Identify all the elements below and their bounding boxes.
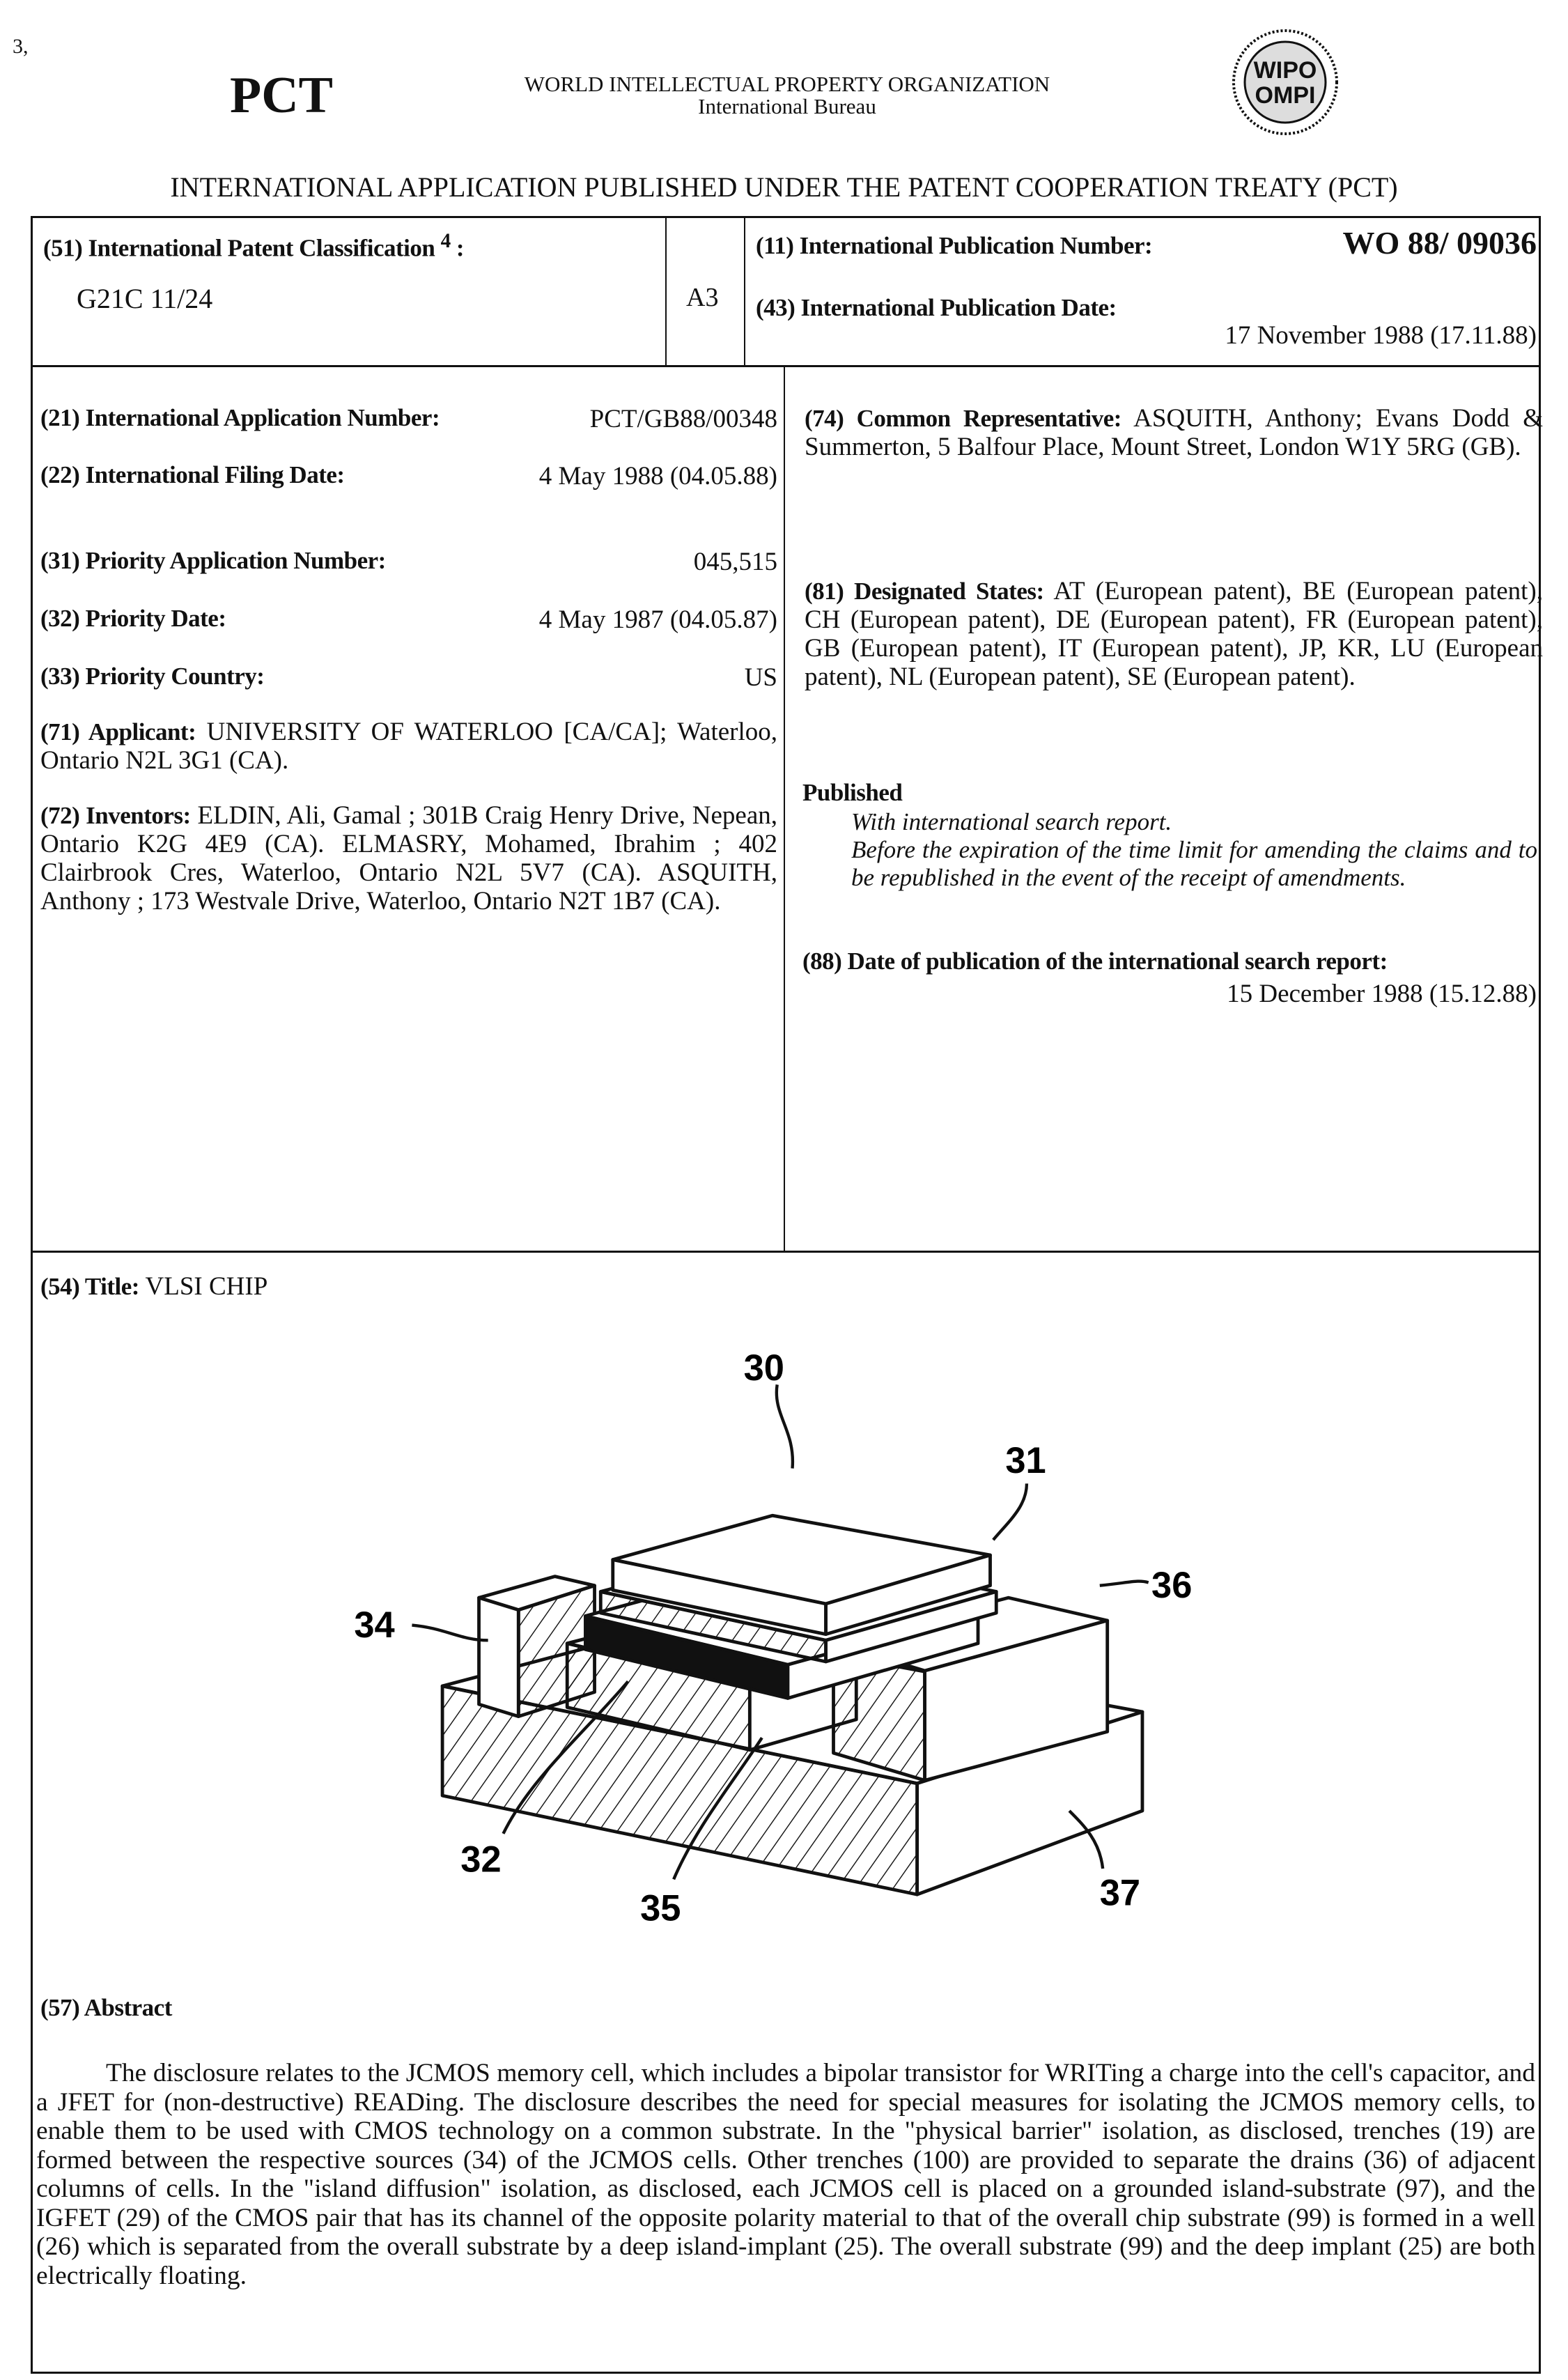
priority-country-row xyxy=(40,663,777,693)
label-32: 32 xyxy=(460,1839,501,1880)
label-34: 34 xyxy=(354,1605,394,1646)
title-row xyxy=(40,1272,267,1301)
filing-date-row xyxy=(40,461,777,491)
label: (72) Inventors: xyxy=(40,802,191,829)
bureau-name: International Bureau xyxy=(474,95,1101,118)
value: 045,515 xyxy=(694,547,777,577)
value: ASQUITH, Anthony; Evans Dodd & Summerton, 5 Balfour Place, Mount Street, London W1Y 5RG (GB). xyxy=(805,404,1543,461)
abstract-text: The disclosure relates to the JCMOS memory cell, which includes a bipolar transistor for WRITing a charge into the cell's capacitor, and a JFET for (non-destructive) READing. The disclosure describes the need for special measures for isolating the JCMOS memory cells, to enable them to be used with CMOS technology on a common substrate. In the "physical barrier" isolation, as disclosed, trenches (19) are formed between the respective sources (34) of the JCMOS cells. Other trenches (100) are provided to separate the drains (36) of adjacent columns of cells. In the "island diffusion" isolation, as disclosed, each JCMOS cell is placed on a grounded island-substrate (97), and the IGFET (29) of the CMOS pair that has its channel of the opposite polarity material to that of the overall chip substrate (99) is formed in a well (26) which is separated from the overall substrate by a deep island-implant (25). The overall substrate (99) and the deep implant (25) are both electrically floating. xyxy=(36,2059,1535,2290)
search-date-label: (88) Date of publication of the international search report: xyxy=(802,948,1388,975)
pct-heading: PCT xyxy=(230,66,333,125)
pub-number-label: (11) International Publication Number: xyxy=(756,232,1152,260)
classification-value: G21C 11/24 xyxy=(77,282,212,315)
label: (22) International Filing Date: xyxy=(40,461,345,491)
edition-sup: 4 xyxy=(441,230,451,252)
search-date: 15 December 1988 (15.12.88) xyxy=(1227,979,1537,1009)
pub-number: WO 88/ 09036 xyxy=(1342,224,1537,261)
document-title: INTERNATIONAL APPLICATION PUBLISHED UNDER THE PATENT COOPERATION TREATY (PCT) xyxy=(0,171,1568,203)
colon: : xyxy=(456,235,464,262)
published-label: Published xyxy=(802,779,902,807)
label-30: 30 xyxy=(744,1348,784,1389)
label: (21) International Application Number: xyxy=(40,404,440,434)
representative-block xyxy=(805,404,1543,461)
priority-number-row xyxy=(40,547,777,577)
divider xyxy=(784,365,785,1253)
label-35: 35 xyxy=(640,1888,681,1929)
label: (81) Designated States: xyxy=(805,578,1044,605)
divider xyxy=(665,216,667,367)
value: VLSI CHIP xyxy=(146,1272,268,1301)
applicant-block xyxy=(40,718,777,775)
label-36: 36 xyxy=(1151,1566,1192,1606)
label: (54) Title: xyxy=(40,1273,139,1300)
label: (71) Applicant: xyxy=(40,718,196,745)
note: Before the expiration of the time limit for amending the claims and to be republished in the event of the receipt of amendments. xyxy=(851,836,1537,892)
designated-states-block xyxy=(805,577,1543,691)
org-block xyxy=(474,73,1101,118)
value: UNIVERSITY OF WATERLOO [CA/CA]; Waterloo, Ontario N2L 3G1 (CA). xyxy=(40,718,777,775)
figure-drawing xyxy=(369,1324,1240,1951)
label: (32) Priority Date: xyxy=(40,605,226,635)
value: US xyxy=(745,663,777,693)
wipo-logo xyxy=(1229,26,1341,138)
pub-date-label: (43) International Publication Date: xyxy=(756,294,1117,322)
value: 4 May 1988 (04.05.88) xyxy=(539,461,777,491)
value: ELDIN, Ali, Gamal ; 301B Craig Henry Drive, Nepean, Ontario K2G 4E9 (CA). ELMASRY, Mohamed, Ibrahim ; 402 Clairbrook Cres, Waterloo, Ontario N2L 5V7 (CA). ASQUITH, Anthony ; 173 Westvale Drive, Waterloo, Ontario N2T 1B7 (CA). xyxy=(40,801,777,915)
published-notes xyxy=(851,808,1537,892)
pub-date: 17 November 1988 (17.11.88) xyxy=(1225,320,1537,350)
label: (31) Priority Application Number: xyxy=(40,547,386,577)
value: 4 May 1987 (04.05.87) xyxy=(539,605,777,635)
org-name: WORLD INTELLECTUAL PROPERTY ORGANIZATION xyxy=(474,73,1101,95)
label-text: (51) International Patent Classification xyxy=(43,235,435,262)
classification-label xyxy=(43,230,464,263)
value: PCT/GB88/00348 xyxy=(590,404,777,434)
note: With international search report. xyxy=(851,808,1537,836)
logo-text-wipo: WIPO xyxy=(1254,57,1317,84)
value: AT (European patent), BE (European patent), CH (European patent), DE (European patent), FR (European patent), GB (European patent), IT (European patent), JP, KR, LU (European patent), NL (European patent), SE (European patent). xyxy=(805,577,1543,691)
label-37: 37 xyxy=(1100,1873,1140,1913)
priority-date-row xyxy=(40,605,777,635)
kind-code: A3 xyxy=(686,282,718,313)
divider xyxy=(744,216,745,367)
abstract-label: (57) Abstract xyxy=(40,1994,172,2022)
corner-mark: 3, xyxy=(13,35,29,59)
label-31: 31 xyxy=(1005,1441,1046,1481)
label: (74) Common Representative: xyxy=(805,405,1121,432)
label: (33) Priority Country: xyxy=(40,663,264,693)
app-number-row xyxy=(40,404,777,434)
logo-text-ompi: OMPI xyxy=(1255,82,1316,109)
inventors-block xyxy=(40,801,777,915)
